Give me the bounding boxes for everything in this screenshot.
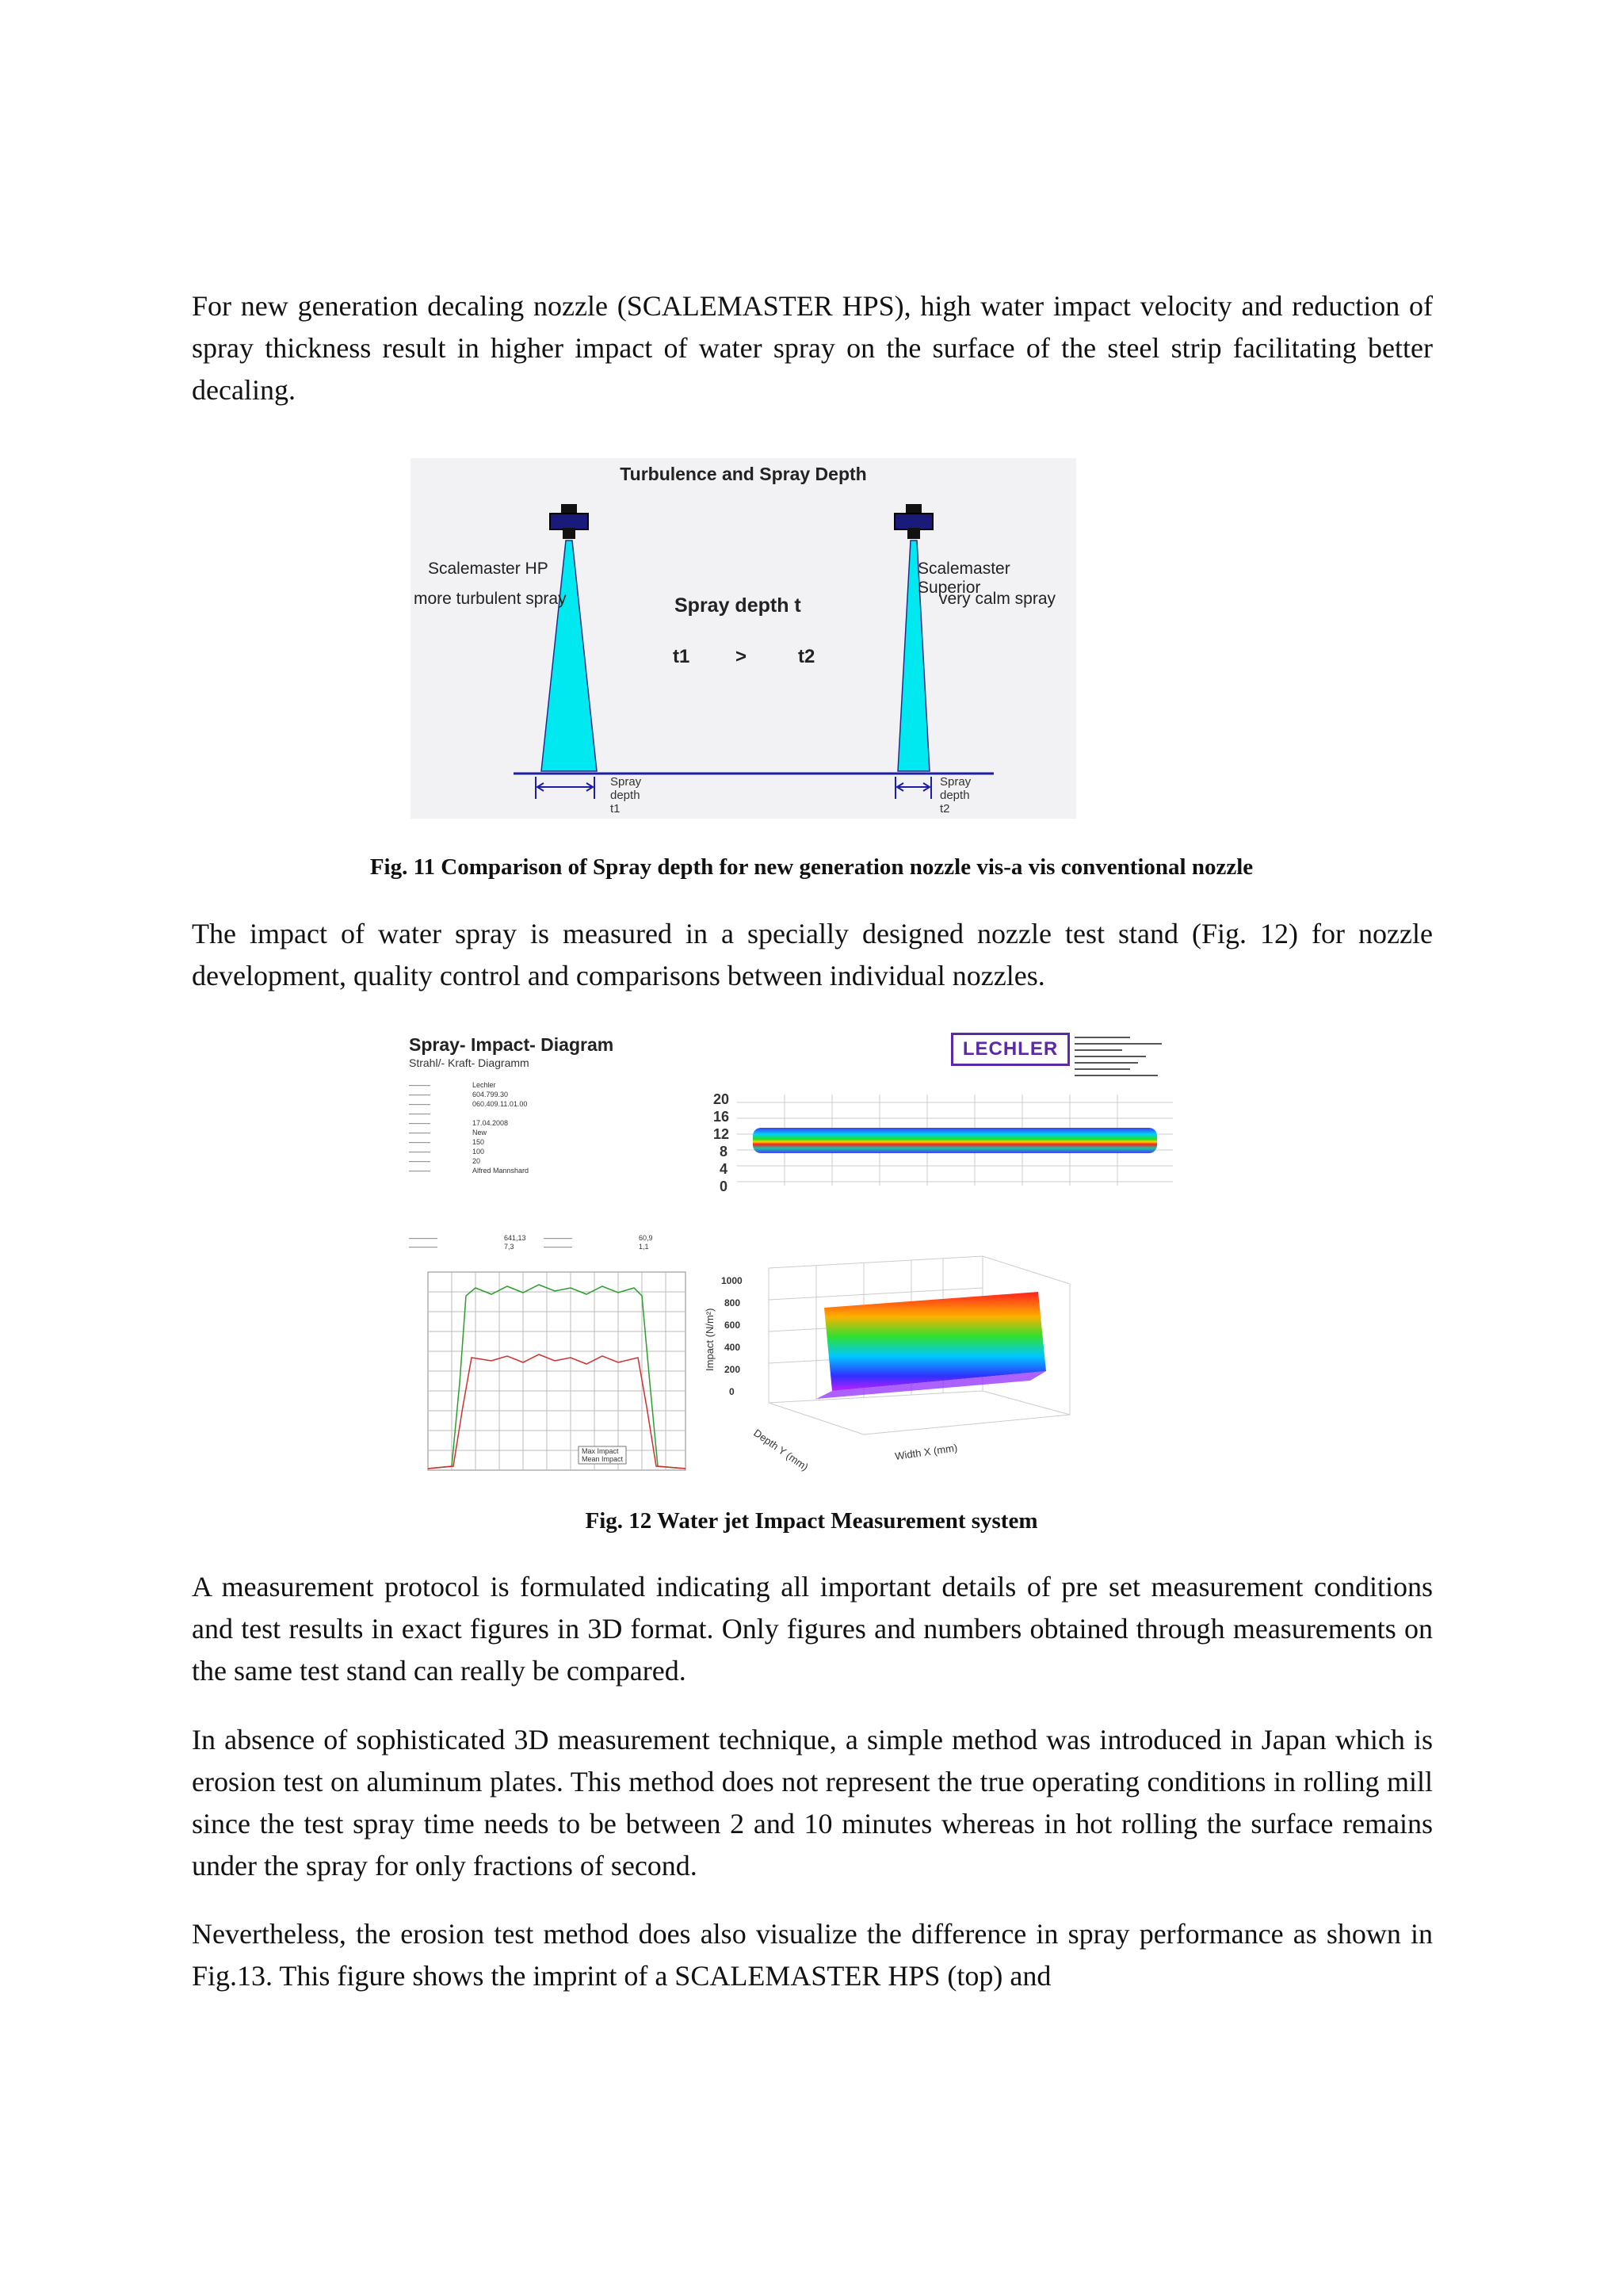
heatmap-y-tick: 4 — [720, 1161, 728, 1177]
depth-caption-t2: Spray depth t2 — [940, 775, 972, 816]
heatmap-y-tick: 12 — [713, 1126, 730, 1142]
spray-depth-label: Spray depth t — [674, 594, 801, 617]
fig11-title: Turbulence and Spray Depth — [620, 464, 867, 484]
x-axis-label: Width X (mm) — [894, 1442, 959, 1462]
depth-marker-t2 — [896, 777, 931, 799]
z-tick: 400 — [724, 1342, 741, 1353]
y-axis-label: Depth Y (mm) — [751, 1427, 811, 1473]
results-summary: ———— 641,13 ———— 60,9 ———— 7,3 ———— 1,1 — [409, 1234, 653, 1251]
paragraph-5: Nevertheless, the erosion test method does also visualize the difference in spray performance as shown in Fig.13. This figure shows the imprint of a SCALEMASTER HPS (top) and — [192, 1918, 1433, 1992]
depth-marker-t1 — [536, 777, 594, 799]
impact-heatmap-band — [753, 1128, 1157, 1153]
depth-caption-t1: Spray depth t1 — [610, 775, 642, 816]
left-nozzle-name: Scalemaster HP — [428, 560, 548, 578]
paragraph-3: A measurement protocol is formulated indicating all important details of pre set measurement conditions and test results in exact figures in 3D format. Only figures and numbers obtained through measurements on the same test stand can really be compared. — [192, 1571, 1433, 1687]
t1-label: t1 — [673, 646, 690, 667]
spray-impact-diagram-subtitle: Strahl/- Kraft- Diagramm — [409, 1056, 529, 1069]
figure-11 — [411, 458, 1076, 819]
spray-impact-diagram-title: Spray- Impact- Diagram — [409, 1034, 614, 1055]
impact-heatmap — [705, 1087, 1181, 1198]
legend-max-impact: Max Impact — [582, 1447, 619, 1455]
z-tick: 1000 — [721, 1275, 743, 1286]
impact-3d-plot — [697, 1252, 1193, 1490]
legend-mean-impact: Mean Impact — [582, 1455, 624, 1463]
greater-than-label: > — [735, 646, 747, 667]
z-axis-label: Impact (N/m²) — [704, 1308, 716, 1371]
fig11-caption: Fig. 11 Comparison of Spray depth for new generation nozzle vis-a vis conventional nozzle — [369, 854, 1254, 880]
z-tick: 200 — [724, 1364, 741, 1375]
paragraph-4: In absence of sophisticated 3D measurement technique, a simple method was introduced in Japan which is erosion test on aluminum plates. This method does not represent the true operating conditions in rolling mill since the test spray time needs to be between 2 and 10 minutes whereas in hot rolling the surface remains under the spray for only fractions of second. — [192, 1724, 1433, 1881]
heatmap-y-tick: 20 — [713, 1091, 730, 1107]
impact-profile-chart — [404, 1264, 689, 1490]
spray-depth-diagram — [411, 458, 1076, 819]
right-nozzle-desc: very calm spray — [939, 590, 1056, 608]
left-nozzle-desc: more turbulent spray — [414, 590, 567, 608]
measurement-info-table: ——— Lechler ——— 604.799.30 ——— 060.409.11.01.00 ——— ——— 17.04.2008 ——— New ——— 150 ——— 100 ——— 20 ——— Alfred Mannshard — [409, 1081, 529, 1175]
z-tick: 600 — [724, 1320, 741, 1331]
right-nozzle-icon — [895, 504, 933, 539]
heatmap-y-tick: 0 — [720, 1179, 728, 1194]
paragraph-2: The impact of water spray is measured in a specially designed nozzle test stand (Fig. 12) for nozzle development, quality control and comparisons between individual nozzles. — [192, 918, 1433, 991]
figure-12 — [404, 1026, 1193, 1490]
heatmap-y-tick: 16 — [713, 1109, 730, 1125]
t2-label: t2 — [798, 646, 815, 667]
company-address-block — [1075, 1034, 1170, 1082]
heatmap-y-tick: 8 — [720, 1144, 728, 1159]
fig12-caption: Fig. 12 Water jet Impact Measurement system — [585, 1508, 1038, 1534]
right-nozzle-name: Scalemaster Superior — [918, 560, 1010, 597]
left-spray-cone — [541, 541, 597, 771]
paragraph-1: For new generation decaling nozzle (SCALEMASTER HPS), high water impact velocity and reduction of spray thickness result in higher impact of water spray on the surface of the steel strip facilitating better decaling. — [192, 290, 1433, 406]
lechler-logo: LECHLER — [951, 1033, 1070, 1066]
z-tick: 0 — [729, 1386, 735, 1397]
z-tick: 800 — [724, 1297, 741, 1308]
left-nozzle-icon — [550, 504, 588, 539]
